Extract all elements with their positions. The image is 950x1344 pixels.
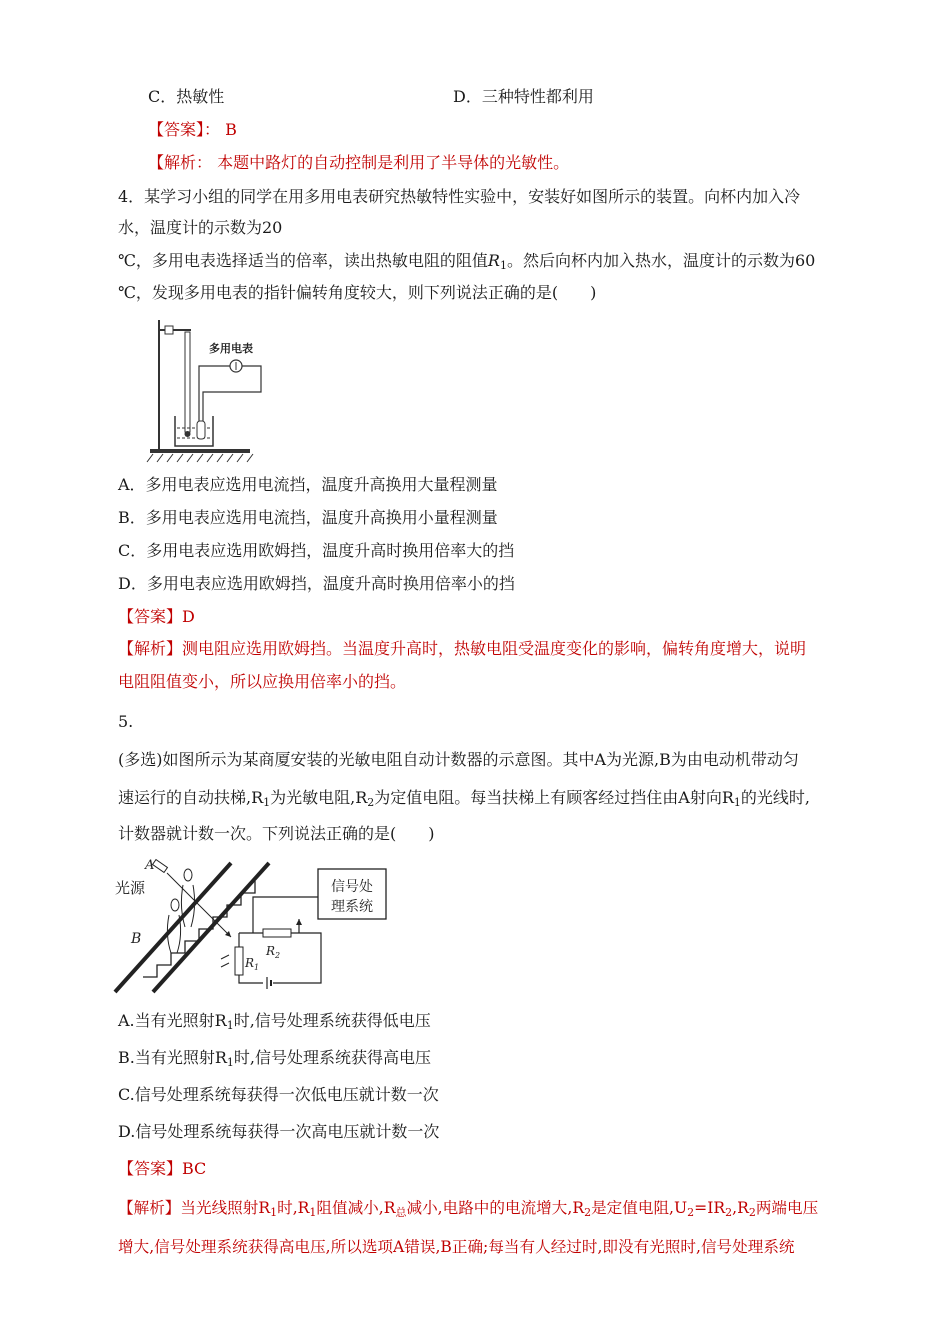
q4-option-c: C．多用电表应选用欧姆挡，温度升高时换用倍率大的挡 — [118, 541, 515, 560]
q4-stem-line3 — [118, 250, 815, 272]
q5-analysis-line2: 增大,信号处理系统获得高电压,所以选项A错误,B正确;每当有人经过时,即没有光照时,信号处理系统 — [118, 1238, 795, 1256]
signal-box-label-1: 信号处 — [331, 879, 373, 895]
q5-analysis-line1: 【解析】当光线照射$R_1$时$,R_1$阻值减小$,R_总$减小,电路中的电流增大$,R_2$是定值电阻$,U_2=IR_2,R_2$两端电压 — [118, 1199, 819, 1219]
thermometer — [185, 332, 190, 432]
light-rays-icon — [221, 955, 229, 967]
q3-analysis: 【解析： 本题中路灯的自动控制是利用了半导体的光敏性。 — [148, 153, 570, 172]
slider-arrow — [296, 919, 302, 925]
q4-stem-line4: ℃，发现多用电表的指针偏转角度较大，则下列说法正确的是( ) — [118, 283, 597, 302]
light-source-icon — [153, 860, 168, 873]
photoresistor-r1 — [235, 947, 243, 975]
q5-option-b: B.当有光照射$R_1$时,信号处理系统获得高电压 — [118, 1048, 431, 1069]
q4-stem-line3-a: ℃，多用电表选择适当的倍率，读出热敏电阻的阻值 — [118, 251, 488, 270]
q5-number: 5. — [118, 712, 134, 731]
escalator-counter-figure — [113, 857, 393, 997]
q4-stem-line3-b: 。然后向杯内加入热水，温度计的示数为60 — [506, 251, 816, 270]
clamp-knob — [165, 326, 173, 334]
q4-analysis-line1: 【解析】测电阻应选用欧姆挡。当温度升高时，热敏电阻受温度变化的影响，偏转角度增大，说明 — [118, 639, 807, 658]
q4-stem-line2: 水，温度计的示数为20 — [118, 218, 283, 237]
q4-stem-line1: 4．某学习小组的同学在用多用电表研究热敏特性实验中，安装好如图所示的装置。向杯内加入冷 — [118, 187, 801, 206]
label-b: B — [131, 931, 142, 947]
q4-option-a: A．多用电表应选用电流挡，温度升高换用大量程测量 — [118, 475, 498, 494]
q4-r-symbol: R — [487, 251, 500, 270]
q3-answer: 【答案】： B — [148, 120, 237, 139]
resistor-r2 — [263, 929, 291, 937]
thermometer-bulb — [185, 431, 191, 437]
signal-box-label-2: 理系统 — [331, 899, 373, 915]
q5-option-a: A.当有光照射$R_1$时,信号处理系统获得低电压 — [118, 1011, 431, 1032]
q5-stem-line3: 计数器就计数一次。下列说法正确的是( ) — [118, 824, 435, 843]
q5-stem-line1: (多选)如图所示为某商厦安装的光敏电阻自动计数器的示意图。其中A为光源,B为由电动机带动匀 — [118, 750, 799, 769]
q4-analysis-line2: 电阻阻值变小，所以应换用倍率小的挡。 — [118, 672, 407, 691]
q5-answer: 【答案】BC — [118, 1159, 207, 1178]
multimeter-label: 多用电表 — [209, 342, 253, 355]
label-r1: $R_1$ — [245, 956, 260, 972]
q5-option-d: D.信号处理系统每获得一次高电压就计数一次 — [118, 1122, 440, 1141]
q3-option-c: C．热敏性 — [148, 87, 225, 106]
q5-option-c: C.信号处理系统每获得一次低电压就计数一次 — [118, 1085, 439, 1104]
circuit-wires — [239, 897, 321, 983]
ground-hatch — [147, 454, 253, 462]
label-r2: $R_2$ — [266, 944, 281, 960]
stand-base — [150, 449, 250, 453]
q4-r-sub: 1 — [499, 259, 507, 272]
label-a: A — [145, 858, 155, 873]
q4-option-b: B．多用电表应选用电流挡，温度升高换用小量程测量 — [118, 508, 498, 527]
wire-right — [203, 366, 261, 421]
q5-stem-line2: 速运行的自动扶梯$,R_1$为光敏电阻$,R_2$为定值电阻。每当扶梯上有顾客经过挡住由A射向$R_1$的光线时, — [118, 788, 810, 809]
wire-left — [199, 366, 230, 421]
label-light-source: 光源 — [115, 879, 146, 897]
q4-answer: 【答案】D — [118, 607, 195, 626]
thermistor — [197, 421, 205, 439]
beaker — [175, 416, 213, 446]
q4-option-d: D．多用电表应选用欧姆挡，温度升高时换用倍率小的挡 — [118, 574, 515, 593]
q3-option-d: D．三种特性都利用 — [453, 87, 594, 106]
thermistor-setup-figure — [145, 316, 270, 464]
light-beam — [167, 873, 231, 937]
